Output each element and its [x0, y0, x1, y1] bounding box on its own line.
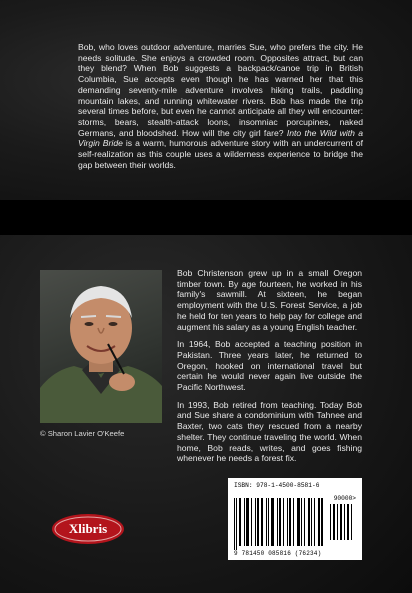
- isbn-text: ISBN: 978-1-4500-8581-6: [234, 482, 320, 489]
- publisher-name: Xlibris: [68, 521, 108, 536]
- author-bio: [177, 268, 362, 471]
- blurb-text-end: is a warm, humorous adventure story with an undercurrent of self-realization as this couple uses a wilderness experience to bridge the gap between their worlds.: [78, 138, 363, 170]
- publisher-logo: [48, 508, 128, 550]
- price-code: 90000>: [333, 495, 356, 502]
- book-blurb: [78, 42, 363, 170]
- book-title: Into the Wild with a Virgin Bride: [78, 127, 363, 149]
- bio-paragraph: In 1993, Bob retired from teaching. Today Bob and Sue share a condominium with Tahnee and Baxter, two cats they rescued from a nearby shelter. They continue traveling the world. When home, Bob reads, writes, and goes fishing whenever he needs a forest fix.: [177, 399, 362, 464]
- photo-credit: © Sharon Lavier O'Keefe: [40, 429, 125, 438]
- blurb-text: Bob, who loves outdoor adventure, marries Sue, who prefers the city. He needs solitude. She enjoys a crowded room. Opposites attract, but can they blend? When Bob suggests a backpack/canoe trip in British Columbia, Sue accepts even though he has warned her that this demanding seventy-mile adventure involves hiking trails, paddling mountain lakes, and running whitewater rivers. Bob has made the trip several times before, but even he cannot anticipate all they will encounter: storms, bears, stealth-attack loons, insomniac porcupines, naked Germans, and bloodshed. How will the city girl fare?: [78, 42, 363, 138]
- bio-paragraph: In 1964, Bob accepted a teaching position in Pakistan. Three years later, he returned to Oregon, hooked on international travel but certain he would never again live outside the Pacific Northwest.: [177, 339, 362, 393]
- author-photo: [40, 270, 162, 423]
- barcode-label: [228, 478, 362, 560]
- bio-paragraph: Bob Christenson grew up in a small Oregon timber town. By age fourteen, he worked in his family's sawmill. At sixteen, he began employment with the U.S. Forest Service, a job he held for ten years to help pay for college and augment his salary as a young English teacher.: [177, 268, 362, 332]
- barcode-digits: 9 781450 085816 (76234): [234, 550, 322, 557]
- barcode-bars: [234, 492, 356, 550]
